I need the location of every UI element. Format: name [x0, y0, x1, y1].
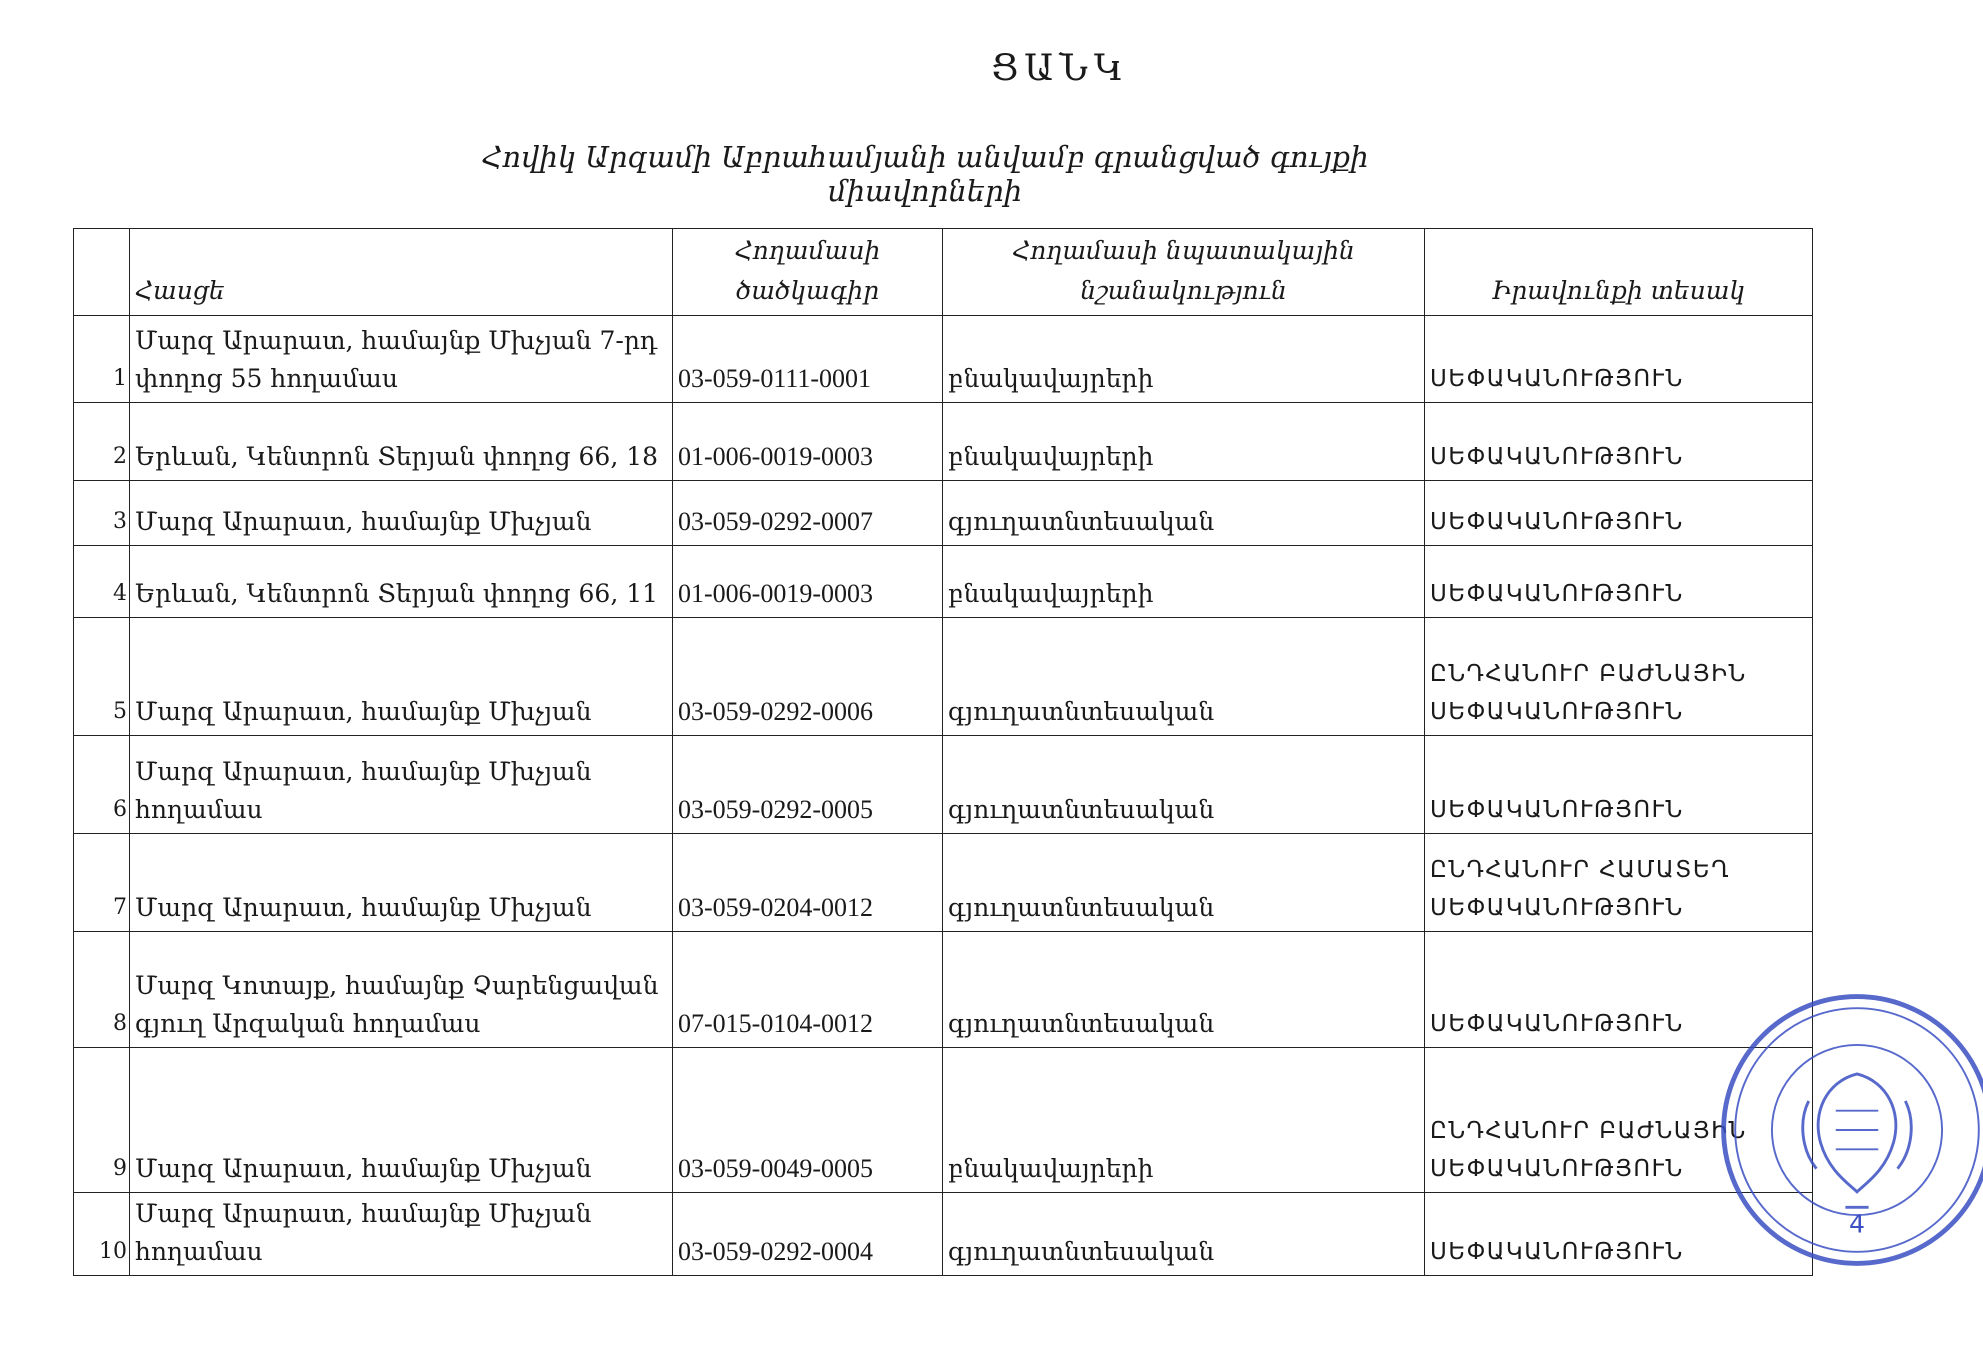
- row-code: 03-059-0111-0001: [673, 316, 943, 403]
- row-purpose: գյուղատնտեսական: [943, 481, 1425, 546]
- table-row: [74, 618, 1813, 736]
- table-row: [74, 546, 1813, 618]
- table-row: [74, 481, 1813, 546]
- row-address: Մարզ Արարատ, համայնք Մխչյան: [130, 481, 673, 546]
- row-number: 8: [74, 932, 130, 1048]
- table-row: [74, 834, 1813, 932]
- row-purpose: գյուղատնտեսական: [943, 736, 1425, 834]
- row-code: 03-059-0204-0012: [673, 834, 943, 932]
- row-code: 01-006-0019-0003: [673, 546, 943, 618]
- row-address: Երևան, Կենտրոն Տերյան փողոց 66, 11: [130, 546, 673, 618]
- row-purpose: բնակավայրերի: [943, 546, 1425, 618]
- row-purpose: գյուղատնտեսական: [943, 834, 1425, 932]
- header-purpose: Հողամասի նպատակային նշանակություն: [943, 229, 1425, 316]
- row-right-type: ՍԵՓԱԿԱՆՈՒԹՅՈՒՆ: [1425, 546, 1813, 618]
- row-number: 5: [74, 618, 130, 736]
- row-address: Մարզ Արարատ, համայնք Մխչյան հողամաս: [130, 736, 673, 834]
- row-address: Մարզ Արարատ, համայնք Մխչյան հողամաս: [130, 1193, 673, 1276]
- table-row: [74, 316, 1813, 403]
- row-purpose: գյուղատնտեսական: [943, 618, 1425, 736]
- row-purpose: բնակավայրերի: [943, 1048, 1425, 1193]
- row-purpose: բնակավայրերի: [943, 316, 1425, 403]
- row-code: 03-059-0292-0007: [673, 481, 943, 546]
- row-code: 03-059-0292-0004: [673, 1193, 943, 1276]
- row-right-type: ՍԵՓԱԿԱՆՈՒԹՅՈՒՆ: [1425, 736, 1813, 834]
- row-number: 6: [74, 736, 130, 834]
- document-title: ՑԱՆԿ: [991, 48, 1129, 89]
- header-right-type: Իրավունքի տեսակ: [1425, 229, 1813, 316]
- table-row: [74, 1193, 1813, 1276]
- row-right-type: ԸՆԴՀԱՆՈՒՐ ՀԱՄԱՏԵՂ ՍԵՓԱԿԱՆՈՒԹՅՈՒՆ: [1425, 834, 1813, 932]
- row-code: 01-006-0019-0003: [673, 403, 943, 481]
- row-right-type: ՍԵՓԱԿԱՆՈՒԹՅՈՒՆ: [1425, 932, 1813, 1048]
- property-table: [73, 228, 1813, 1276]
- row-address: Մարզ Արարատ, համայնք Մխչյան: [130, 834, 673, 932]
- row-code: 07-015-0104-0012: [673, 932, 943, 1048]
- row-address: Մարզ Արարատ, համայնք Մխչյան: [130, 1048, 673, 1193]
- table-row: [74, 1048, 1813, 1193]
- row-number: 2: [74, 403, 130, 481]
- row-address: Մարզ Արարատ, համայնք Մխչյան 7-րդ փողոց 55 հողամաս: [130, 316, 673, 403]
- header-code: Հողամասի ծածկագիր: [673, 229, 943, 316]
- row-address: Երևան, Կենտրոն Տերյան փողոց 66, 18: [130, 403, 673, 481]
- row-code: 03-059-0049-0005: [673, 1048, 943, 1193]
- row-purpose: բնակավայրերի: [943, 403, 1425, 481]
- row-right-type: ՍԵՓԱԿԱՆՈՒԹՅՈՒՆ: [1425, 403, 1813, 481]
- row-code: 03-059-0292-0005: [673, 736, 943, 834]
- table-row: [74, 736, 1813, 834]
- row-right-type: ՍԵՓԱԿԱՆՈՒԹՅՈՒՆ: [1425, 316, 1813, 403]
- row-address: Մարզ Կոտայք, համայնք Չարենցավան գյուղ Արզական հողամաս: [130, 932, 673, 1048]
- row-right-type: ՍԵՓԱԿԱՆՈՒԹՅՈՒՆ: [1425, 481, 1813, 546]
- stamp-number: 4: [1849, 1209, 1865, 1239]
- row-number: 10: [74, 1193, 130, 1276]
- row-number: 7: [74, 834, 130, 932]
- header-number: [74, 229, 130, 316]
- row-number: 9: [74, 1048, 130, 1193]
- table-row: [74, 932, 1813, 1048]
- header-address: Հասցե: [130, 229, 673, 316]
- row-right-type: ՍԵՓԱԿԱՆՈՒԹՅՈՒՆ: [1425, 1193, 1813, 1276]
- row-purpose: գյուղատնտեսական: [943, 932, 1425, 1048]
- table-row: [74, 403, 1813, 481]
- row-address: Մարզ Արարատ, համայնք Մխչյան: [130, 618, 673, 736]
- row-number: 1: [74, 316, 130, 403]
- row-right-type: ԸՆԴՀԱՆՈՒՐ ԲԱԺՆԱՅԻՆ ՍԵՓԱԿԱՆՈՒԹՅՈՒՆ: [1425, 618, 1813, 736]
- official-stamp-icon: [1712, 985, 1983, 1275]
- table-header-row: [74, 229, 1813, 316]
- row-purpose: գյուղատնտեսական: [943, 1193, 1425, 1276]
- row-number: 4: [74, 546, 130, 618]
- row-right-type: ԸՆԴՀԱՆՈՒՐ ԲԱԺՆԱՅԻՆ ՍԵՓԱԿԱՆՈՒԹՅՈՒՆ: [1425, 1048, 1813, 1193]
- document-subtitle: Հովիկ Արզամի Աբրահամյանի անվամբ գրանցված գույքի միավորների: [481, 140, 1369, 208]
- row-number: 3: [74, 481, 130, 546]
- row-code: 03-059-0292-0006: [673, 618, 943, 736]
